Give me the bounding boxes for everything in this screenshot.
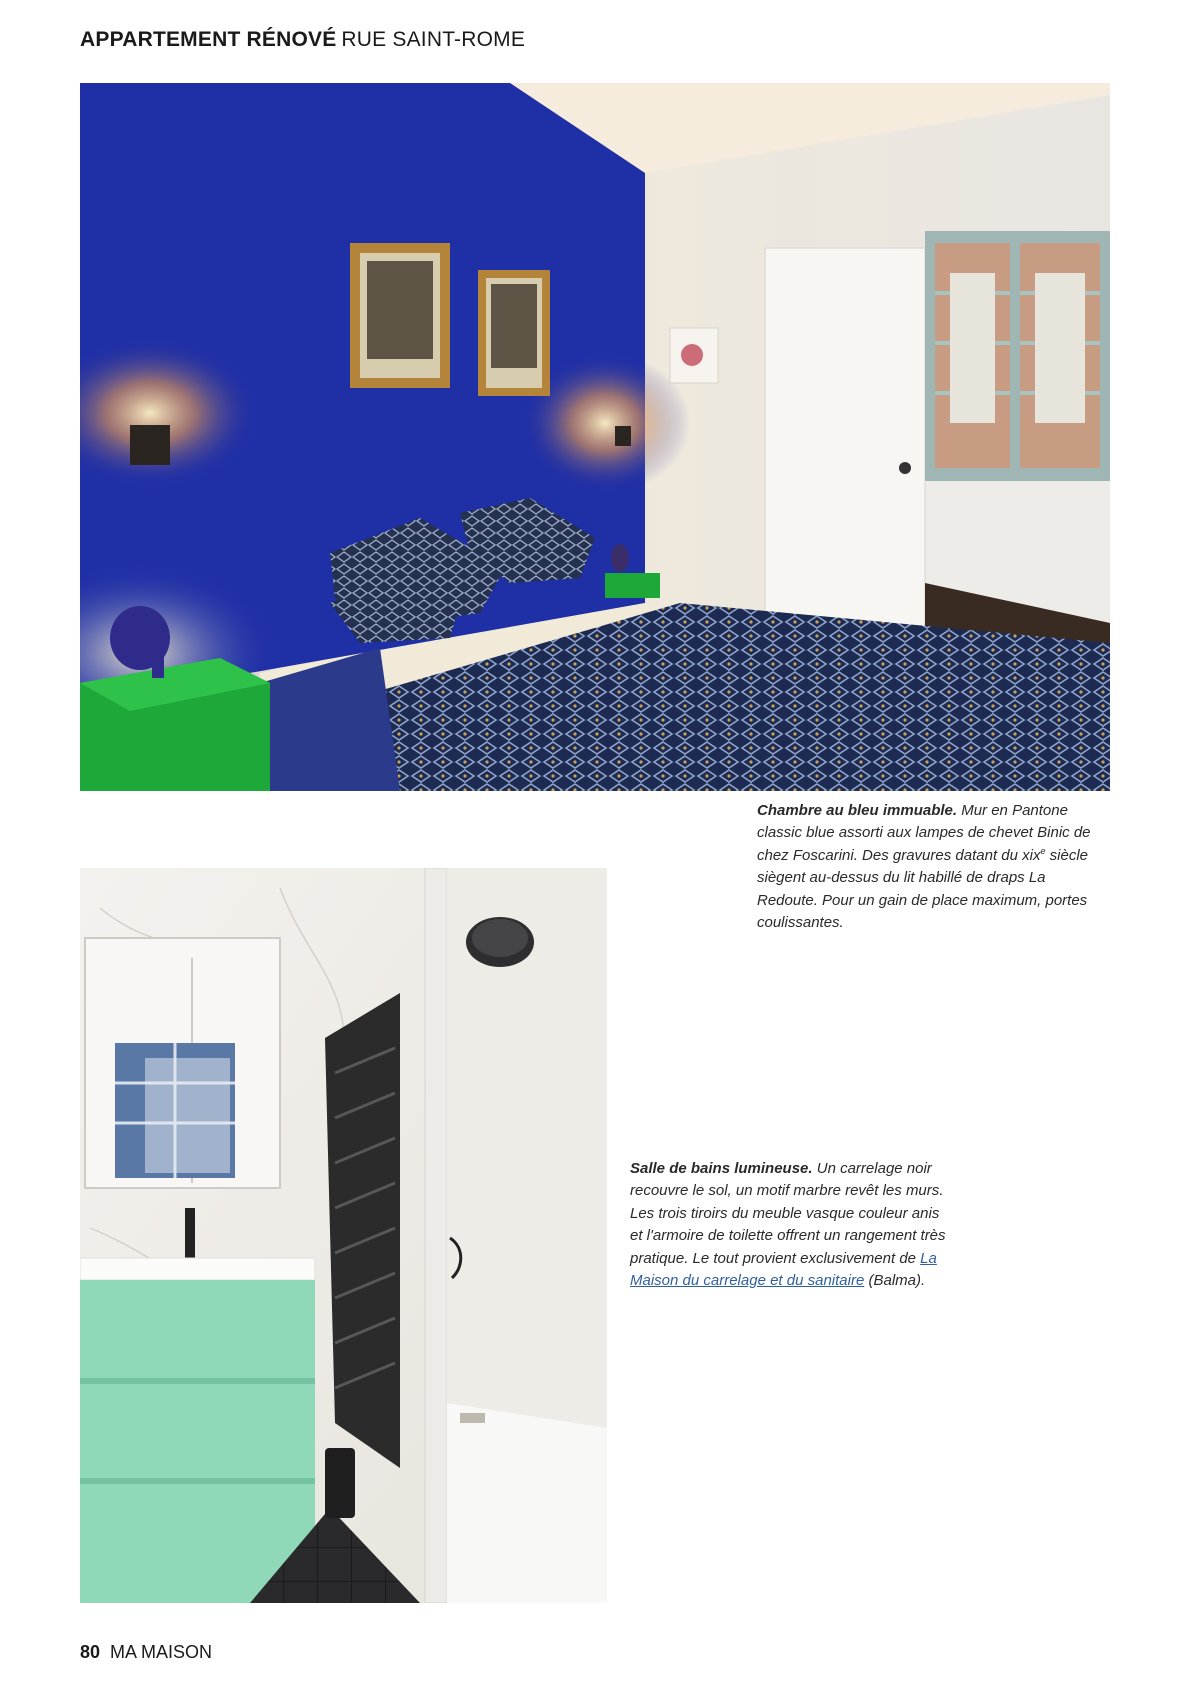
page-header bbox=[80, 28, 525, 52]
page-footer bbox=[80, 1642, 212, 1663]
bedroom-caption-lead: Chambre au bleu immuable. bbox=[757, 802, 958, 819]
page-number: 80 bbox=[80, 1642, 101, 1662]
bathroom-caption-text-2: (Balma). bbox=[864, 1272, 926, 1290]
bedroom-illustration bbox=[80, 83, 1110, 791]
bathroom-illustration bbox=[80, 868, 607, 1603]
bedroom-caption-text-2: siècle siègent au-dessus du lit habillé de draps La Redoute. Pour un gain de place maximum, portes coulissantes. bbox=[757, 846, 1089, 932]
supplier-link[interactable]: La Maison du carrelage et du sanitaire bbox=[630, 1249, 937, 1290]
bedroom-caption-text-1: Mur en Pantone classic blue assorti aux lampes de chevet Binic de chez Foscarini. Des gravures datant du bbox=[757, 802, 1091, 864]
bedroom-caption bbox=[757, 800, 1097, 934]
bedroom-caption-century-sup: e bbox=[1040, 845, 1046, 856]
header-title-bold: APPARTEMENT RÉNOVÉ bbox=[80, 28, 337, 51]
header-title-light: RUE SAINT-ROME bbox=[341, 28, 526, 51]
magazine-name: MA MAISON bbox=[110, 1642, 213, 1662]
bathroom-caption-lead: Salle de bains lumineuse. bbox=[630, 1160, 813, 1177]
bedroom-photo bbox=[80, 83, 1110, 791]
bathroom-photo bbox=[80, 868, 607, 1603]
bedroom-caption-century: xix bbox=[1022, 846, 1041, 864]
bathroom-caption bbox=[630, 1158, 950, 1292]
bathroom-caption-text-1: Un carrelage noir recouvre le sol, un motif marbre revêt les murs. Les trois tiroirs du meuble vasque couleur anis et l'armoire de toilette offrent un rangement très pratique. Le tout provient exclusivement de bbox=[630, 1160, 946, 1267]
